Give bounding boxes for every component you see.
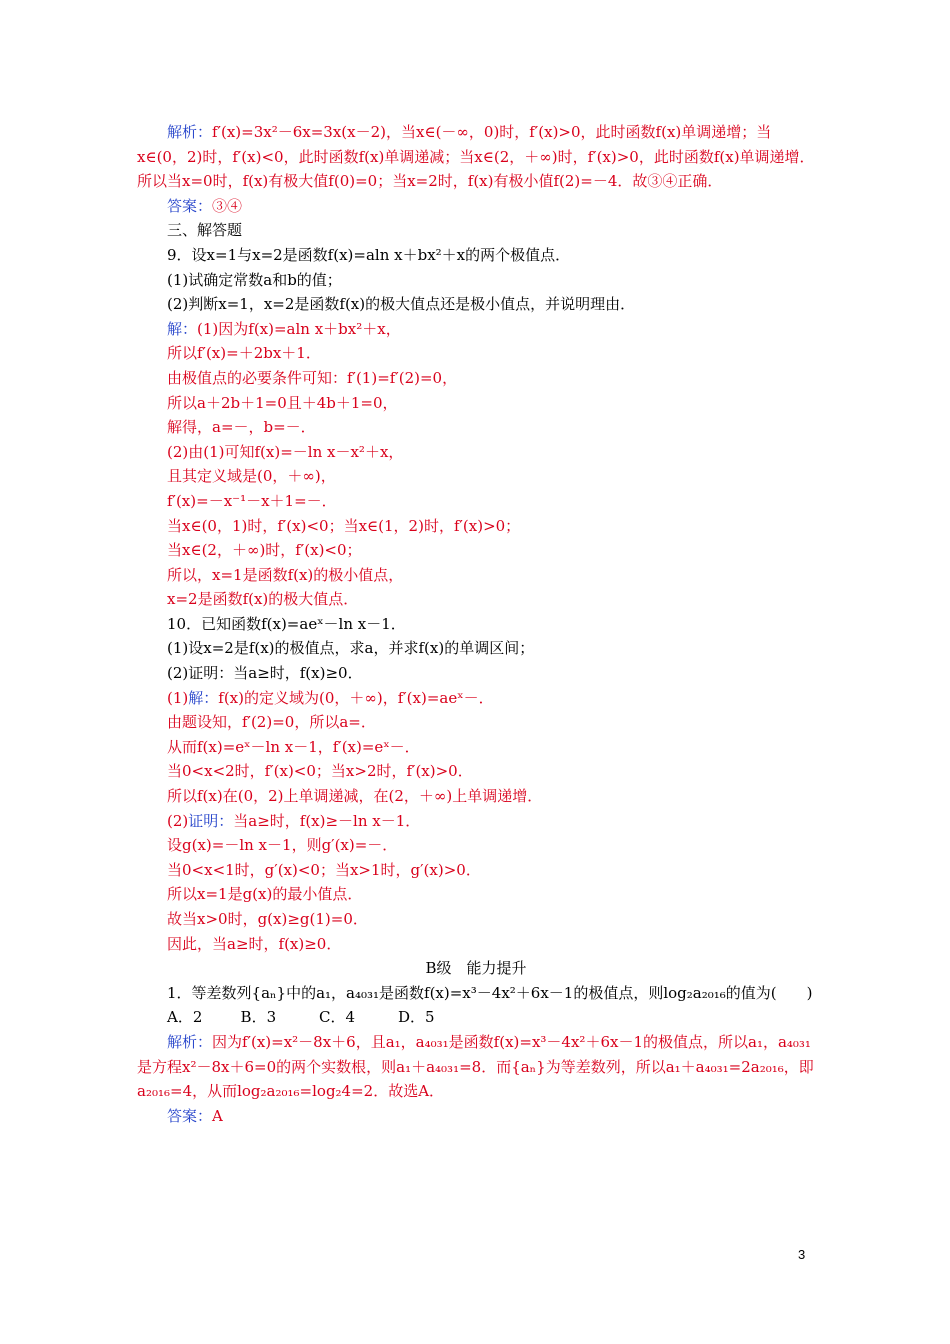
solution-text: f(x)的定义域为(0，＋∞)，f′(x)=aeˣ－． bbox=[218, 688, 494, 707]
analysis-text: 因为f′(x)=x²－8x＋6，且a₁，a₄₀₃₁是函数f(x)=x³－4x²＋6x－1的极值点，所以a₁，a₄₀₃₁是方程x²－8x＋6=0的两个实数根，则a₁＋a₄₀₃₁=8．而{aₙ}为等差数列，所以a₁＋a₄₀₃₁=2a₂₀₁₆，即a₂₀₁₆=4，从而log₂a₂₀₁₆=log₂4=2．故选A． bbox=[137, 1032, 814, 1101]
q10-proof-line: 当0<x<1时，g′(x)<0；当x>1时，g′(x)>0． bbox=[167, 860, 481, 879]
solution-label: 解： bbox=[167, 319, 198, 338]
analysis-label: 解析： bbox=[167, 1032, 213, 1051]
question-10-stem: 10．已知函数f(x)=aeˣ－ln x－1． bbox=[167, 614, 406, 633]
q9-solution-line: x=2是函数f(x)的极大值点． bbox=[167, 590, 359, 609]
b1-answer-line bbox=[137, 1104, 815, 1129]
answer-label: 答案： bbox=[167, 1106, 213, 1125]
q9-solution-line: 所以f′(x)=＋2bx＋1． bbox=[167, 344, 321, 363]
q10-solution-line: 从而f(x)=eˣ－ln x－1，f′(x)=eˣ－． bbox=[167, 737, 420, 756]
q9-solution-line: 由极值点的必要条件可知：f′(1)=f′(2)=0， bbox=[167, 368, 458, 387]
q10-proof-line: 设g(x)=－ln x－1，则g′(x)=－． bbox=[167, 836, 398, 855]
q9-solution-line: 解得，a=－，b=－． bbox=[167, 418, 316, 437]
q10-proof-line: 因此，当a≥时，f(x)≥0． bbox=[167, 934, 342, 953]
q9-solution-line: 所以a＋2b＋1=0且＋4b＋1=0， bbox=[167, 393, 398, 412]
analysis-paragraph bbox=[137, 120, 815, 194]
q9-solution-line: (2)由(1)可知f(x)=－ln x－x²＋x， bbox=[167, 442, 404, 461]
proof-text: 当a≥时，f(x)≥－ln x－1． bbox=[233, 811, 421, 830]
proof-label: 证明： bbox=[188, 811, 234, 830]
b1-options bbox=[137, 1005, 815, 1030]
question-9-stem: 9．设x=1与x=2是函数f(x)=aln x＋bx²＋x的两个极值点． bbox=[167, 245, 571, 264]
q10-proof-line: 故当x>0时，g(x)≥g(1)=0． bbox=[167, 910, 368, 928]
question-10-solution-2-first bbox=[137, 809, 815, 834]
q9-solution-line: 当x∈(0，1)时，f′(x)<0；当x∈(1，2)时，f′(x)>0； bbox=[167, 516, 521, 535]
answer-value: ③④ bbox=[212, 196, 243, 215]
solution-prefix: (1) bbox=[167, 688, 189, 707]
question-10-solution-1-first bbox=[137, 686, 815, 711]
level-b-heading: B级 能力提升 bbox=[425, 959, 527, 978]
b1-analysis bbox=[137, 1030, 815, 1104]
answer-line bbox=[137, 194, 815, 219]
option-d: D．5 bbox=[398, 1008, 435, 1027]
solution-text: (1)因为f(x)=aln x＋bx²＋x， bbox=[197, 319, 401, 338]
option-c: C．4 bbox=[319, 1008, 356, 1027]
question-10-part-2: (2)证明：当a≥时，f(x)≥0． bbox=[167, 664, 363, 683]
q10-solution-line: 当0<x<2时，f′(x)<0；当x>2时，f′(x)>0． bbox=[167, 762, 473, 781]
q9-solution-line: 当x∈(2，＋∞)时，f′(x)<0； bbox=[167, 541, 362, 560]
b1-stem: 1．等差数列{aₙ}中的a₁，a₄₀₃₁是函数f(x)=x³－4x²＋6x－1的极值点，则log₂a₂₀₁₆的值为( ) bbox=[167, 983, 813, 1002]
section-heading: 三、解答题 bbox=[167, 221, 243, 240]
proof-prefix: (2) bbox=[167, 811, 189, 830]
q9-solution-line: f′(x)=－x⁻¹－x＋1=－． bbox=[167, 491, 337, 510]
answer-value: A bbox=[212, 1106, 223, 1125]
q10-solution-line: 由题设知，f′(2)=0，所以a=． bbox=[167, 713, 376, 732]
solution-label: 解： bbox=[188, 688, 219, 707]
q9-solution-line: 所以，x=1是函数f(x)的极小值点， bbox=[167, 565, 404, 584]
q10-solution-line: 所以f(x)在(0，2)上单调递减，在(2，＋∞)上单调递增． bbox=[167, 787, 543, 806]
q10-proof-line: 所以x=1是g(x)的最小值点． bbox=[167, 885, 363, 904]
option-b: B．3 bbox=[240, 1008, 277, 1027]
page-number: 3 bbox=[798, 1247, 806, 1262]
question-9-part-1: (1)试确定常数a和b的值； bbox=[167, 270, 342, 289]
option-a: A．2 bbox=[167, 1008, 203, 1027]
q9-solution-line: 且其定义域是(0，＋∞)， bbox=[167, 467, 336, 486]
page-content bbox=[137, 120, 815, 1128]
answer-label: 答案： bbox=[167, 196, 213, 215]
question-10-part-1: (1)设x=2是f(x)的极值点，求a，并求f(x)的单调区间； bbox=[167, 639, 535, 658]
analysis-label: 解析： bbox=[167, 123, 213, 141]
analysis-text: f′(x)=3x²－6x=3x(x－2)，当x∈(－∞，0)时，f′(x)>0，此时函数f(x)单调递增；当x∈(0，2)时，f′(x)<0，此时函数f(x)单调递减；当x∈(2，＋∞)时，f′(x)>0，此时函数f(x)单调递增．所以当x=0时，f(x)有极大值f(0)=0；当x=2时，f(x)有极小值f(2)=－4．故③④正确． bbox=[137, 123, 815, 191]
question-9-solution-first bbox=[137, 317, 815, 342]
question-9-part-2: (2)判断x=1，x=2是函数f(x)的极大值点还是极小值点，并说明理由． bbox=[167, 295, 636, 314]
